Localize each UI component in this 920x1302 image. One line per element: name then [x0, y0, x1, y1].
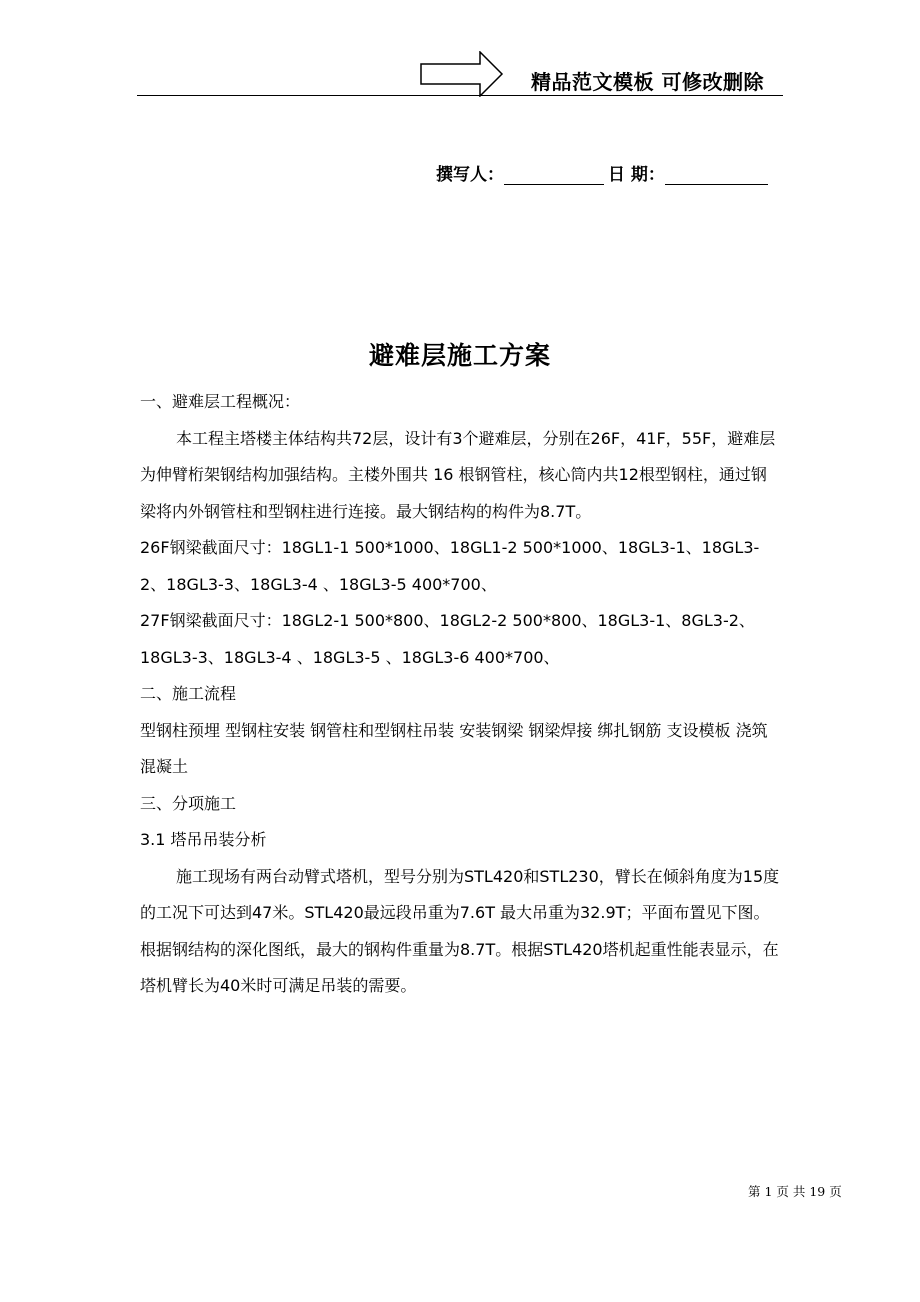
paragraph-27f-beams: 27F钢梁截面尺寸：18GL2-1 500*800、18GL2-2 500*800、18GL3-1、8GL3-2、18GL3-3、18GL3-4 、18GL3-5 、18GL3-6 400*700、 [140, 611, 755, 667]
document-title: 避难层施工方案 [368, 341, 551, 370]
section-heading-subitems: 三、分项施工 [140, 793, 237, 813]
paragraph-process-steps: 型钢柱预埋 型钢柱安装 钢管柱和型钢柱吊装 安装钢梁 钢梁焊接 绑扎钢筋 支设模板 浇筑混凝土 [140, 720, 768, 776]
header-divider [137, 95, 783, 96]
page-number: 第 1 页 共 19 页 [748, 1184, 842, 1199]
author-label: 撰写人： [436, 165, 504, 185]
date-blank-field[interactable] [665, 164, 768, 185]
subsection-heading-tower-crane: 3.1 塔吊吊装分析 [140, 830, 267, 849]
date-label: 日 期： [608, 165, 665, 185]
author-blank-field[interactable] [504, 164, 604, 185]
document-body [140, 384, 782, 1005]
header-title: 精品范文模板 可修改删除 [531, 70, 764, 94]
section-heading-process: 二、施工流程 [140, 684, 237, 703]
paragraph-26f-beams: 26F钢梁截面尺寸：18GL1-1 500*1000、18GL1-2 500*1000、18GL3-1、18GL3-2、18GL3-3、18GL3-4 、18GL3-5 400*700、 [140, 538, 760, 594]
paragraph-overview: 本工程主塔楼主体结构共72层，设计有3个避难层，分别在26F，41F，55F，避难层为伸臂桁架钢结构加强结构。主楼外围共 16 根钢管柱，核心筒内共12根型钢柱，通过钢梁将内外钢管柱和型钢柱进行连接。最大钢结构的构件为8.7T。 [140, 428, 776, 521]
paragraph-tower-crane: 施工现场有两台动臂式塔机，型号分别为STL420和STL230，臂长在倾斜角度为15度的工况下可达到47米。STL420最远段吊重为7.6T 最大吊重为32.9T；平面布置见下图。根据钢结构的深化图纸，最大的钢构件重量为8.7T。根据STL420塔机起重性能表显示，在塔机臂长为40米时可满足吊装的需要。 [140, 866, 780, 995]
section-heading-overview: 一、避难层工程概况： [140, 392, 301, 411]
arrow-right-icon [420, 51, 504, 97]
page-header [0, 0, 920, 100]
author-date-line [436, 160, 768, 185]
